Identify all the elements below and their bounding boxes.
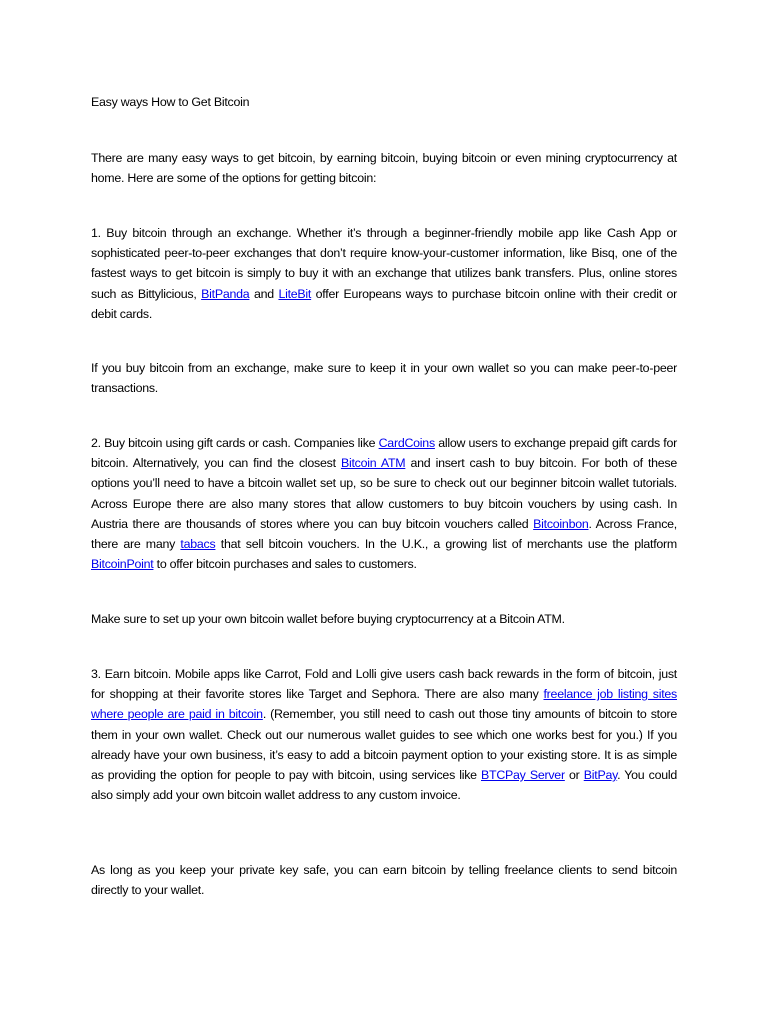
paragraph-text: . Across France, there are many <box>91 516 677 552</box>
bitpanda-link[interactable]: BitPanda <box>201 286 250 301</box>
bitcoin-atm-link[interactable]: Bitcoin ATM <box>340 456 406 471</box>
paragraph-private-key: As long as you keep your private key safe, you can earn bitcoin by telling freelance clients to send bitcoin directly to your wallet. <box>91 863 677 898</box>
intro-paragraph: There are many easy ways to get bitcoin, by earning bitcoin, buying bitcoin or even mining cryptocurrency at home. Here are some of the options for getting bitcoin: <box>91 151 677 186</box>
paragraph-atm-note: Make sure to set up your own bitcoin wallet before buying cryptocurrency at a Bitcoin ATM. <box>91 612 565 626</box>
paragraph-text: 3. Earn bitcoin. Mobile apps like Carrot, Fold and Lolli give users cash back rewards in the form of bitcoin, just for shopping at their favorite stores like Target and Sephora. There are also many <box>91 667 677 702</box>
paragraph-text: . (Remember, you still need to cash out those tiny amounts of bitcoin to store them in your own wallet. Check out our numerous wallet guides to see which one works best for you.) If you already have your own business, it’s easy to add a bitcoin payment option to your existing store. It is as simple as providing the option for people to pay with bitcoin, using services like <box>91 707 677 783</box>
cardcoins-link[interactable]: CardCoins <box>378 436 435 450</box>
paragraph-text: offer Europeans ways to purchase bitcoin online with their credit or debit cards. <box>91 286 677 321</box>
paragraph-text: 1. Buy bitcoin through an exchange. Whether it’s through a beginner-friendly mobile app like Cash App or sophisticated peer-to-peer exchanges that don’t require know-your-customer information, like Bisq, one of the fastest ways to get bitcoin is simply to buy it with an exchange that utilizes bank transfers. Plus, online stores such as Bittylicious, <box>91 226 677 301</box>
btcpay-link[interactable]: BTCPay Server <box>481 768 565 783</box>
bitcoinpoint-link[interactable]: BitcoinPoint <box>91 557 154 572</box>
bitcoinbon-link[interactable]: Bitcoinbon <box>533 516 589 531</box>
paragraph-text: 2. Buy bitcoin using gift cards or cash. Companies like <box>91 436 379 450</box>
paragraph-gift-cards <box>91 433 677 574</box>
paragraph-text: to offer bitcoin purchases and sales to customers. <box>153 557 417 572</box>
paragraph-text: that sell bitcoin vouchers. In the U.K., a growing list of merchants use the platform <box>215 537 677 552</box>
paragraph-earn <box>91 664 677 805</box>
freelance-link[interactable]: freelance job listing sites where people are paid in bitcoin <box>91 687 677 722</box>
paragraph-text: and <box>249 286 279 301</box>
paragraph-text: and insert cash to buy bitcoin. For both of these options you’ll need to have a bitcoin wallet set up, so be sure to check out our beginner bitcoin wallet tutorials. Across Europe there are also many stores that allow customers to buy bitcoin vouchers by using cash. In Austria there are thousands of stores where you can buy bitcoin vouchers called <box>91 456 678 531</box>
paragraph-exchange <box>91 223 677 324</box>
paragraph-wallet-note: If you buy bitcoin from an exchange, make sure to keep it in your own wallet so you can make peer-to-peer transactions. <box>91 361 677 396</box>
bitpay-link[interactable]: BitPay <box>583 768 618 783</box>
paragraph-text: . You could also simply add your own bitcoin wallet address to any custom invoice. <box>91 768 678 803</box>
litebit-link[interactable]: LiteBit <box>278 286 312 301</box>
paragraph-text: or <box>564 768 584 783</box>
paragraph-text: allow users to exchange prepaid gift cards for bitcoin. Alternatively, you can find the closest <box>91 436 677 471</box>
tabacs-link[interactable]: tabacs <box>180 537 216 552</box>
document-title: Easy ways How to Get Bitcoin <box>91 95 250 109</box>
